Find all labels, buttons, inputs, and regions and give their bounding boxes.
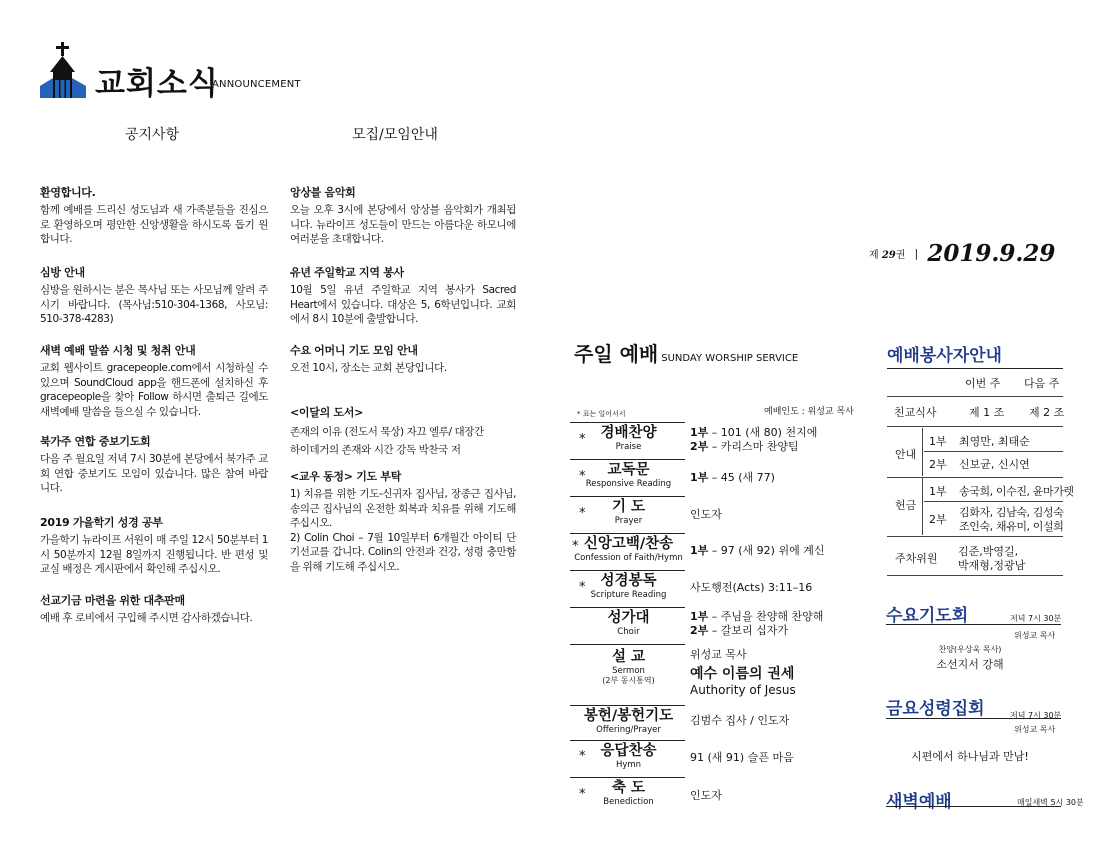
worship-item-name: 경배찬양 Praise	[600, 425, 657, 452]
table-divider	[924, 451, 1063, 452]
recruit-item	[290, 404, 516, 459]
standing-mark: *	[579, 469, 586, 484]
issue-date: 2019.9.29	[927, 240, 1056, 267]
worship-item-detail: 1부 – 101 (새 80) 천지에 2부 – 카리스마 찬양팀	[690, 426, 818, 453]
usher-names: 최영만, 최태순	[959, 435, 1030, 448]
row-divider	[570, 740, 685, 741]
worship-item-detail: 1부 – 주님을 찬양해 찬양해 2부 – 갈보리 십자가	[690, 610, 824, 637]
worship-item-name: 기 도 Prayer	[611, 499, 646, 526]
worship-item	[570, 533, 860, 571]
issue-line	[869, 240, 1055, 267]
worship-item	[570, 644, 860, 706]
wednesday-title: 수요기도회	[886, 606, 969, 626]
church-logo-icon	[40, 42, 86, 98]
standing-note: * 표는 일어서서	[577, 410, 626, 418]
wednesday-praise: 찬양(우상욱 목사)	[938, 645, 1002, 654]
notice-item	[40, 514, 268, 577]
worship-item-detail: 인도자	[690, 789, 722, 802]
wednesday-time: 저녁 7시 30분	[1010, 614, 1062, 623]
worship-item	[570, 607, 860, 645]
greeting-label: 친교식사	[894, 406, 937, 419]
notice-title: 선교기금 마련을 위한 대추판매	[40, 594, 185, 607]
issue-volume: 제 29권	[869, 250, 906, 261]
table-divider	[922, 428, 923, 476]
parking-names: 김준,박영길,	[958, 545, 1019, 558]
offering-part: 1부	[929, 485, 947, 498]
recruit-title: <이달의 도서>	[290, 406, 363, 419]
worship-item-name: 축 도 Benediction	[603, 780, 654, 807]
worship-item	[570, 705, 860, 741]
row-divider	[570, 422, 685, 423]
offering-label: 헌금	[895, 499, 917, 512]
row-divider	[570, 607, 685, 608]
recruit-body: 1) 치유를 위한 기도-신귀자 집사님, 장종근 집사님, 송의근 집사님의 온전한 회복과 치유를 위해 기도해 주십시오. 2) Colin Choi – 7월 10일부터 6개월간 아이티 단기선교를 갑니다. Colin의 안전과 건강, 성령 충만함을 위해 기도해 주십시오.	[290, 488, 516, 573]
worship-item	[570, 740, 860, 778]
row-divider	[570, 459, 685, 460]
notice-body: 다음 주 월요일 저녁 7시 30분에 본당에서 북가주 교회 연합 중보기도 모임이 있습니다. 많은 참여 바랍니다.	[40, 453, 268, 494]
offering-names: 송국희, 이수진, 윤마가렛	[959, 485, 1074, 498]
worship-item	[570, 422, 860, 460]
worship-item-detail: 91 (새 91) 슬픈 마음	[690, 751, 794, 764]
worship-item-name: 신앙고백/찬송 Confession of Faith/Hymn	[574, 536, 683, 563]
worship-item-detail: 1부 – 97 (새 92) 위에 계신	[690, 544, 825, 557]
usher-part: 1부	[929, 435, 947, 448]
worship-item-name: 교독문 Responsive Reading	[585, 462, 672, 489]
worship-item	[570, 570, 860, 608]
usher-names: 신보균, 신시연	[959, 458, 1030, 471]
col-next-week: 다음 주	[1024, 377, 1060, 390]
recruit-body: 오전 10시, 장소는 교회 본당입니다.	[290, 362, 447, 374]
offering-part: 2부	[929, 513, 947, 526]
table-divider	[887, 536, 1063, 537]
offering-names: 김화자, 김남숙, 김성숙	[959, 506, 1064, 519]
recruit-item	[290, 184, 516, 247]
table-divider	[922, 478, 923, 535]
friday-title: 금요성령집회	[886, 699, 985, 719]
standing-mark: *	[579, 749, 586, 764]
row-divider	[570, 644, 685, 645]
sermon-title: 예수 이름의 권세	[690, 666, 795, 682]
recruit-title: <교우 동정> 기도 부탁	[290, 470, 402, 483]
worship-item-name: 응답찬송 Hymn	[600, 743, 657, 770]
notice-title: 북가주 연합 중보기도회	[40, 435, 151, 448]
recruit-heading: 모집/모임안내	[352, 127, 438, 143]
worship-title	[574, 338, 798, 367]
row-divider	[570, 496, 685, 497]
worship-item-detail: 인도자	[690, 508, 722, 521]
worship-title-en: SUNDAY WORSHIP SERVICE	[661, 353, 799, 364]
row-divider	[570, 705, 685, 706]
friday-leader: 위성교 목사	[1014, 725, 1056, 734]
standing-mark: *	[579, 432, 586, 447]
recruit-title: 수요 어머니 기도 모임 안내	[290, 344, 418, 357]
greeting-next: 제 2 조	[1029, 406, 1065, 419]
wednesday-leader: 위성교 목사	[1014, 631, 1056, 640]
table-divider	[924, 501, 1063, 502]
notice-item	[40, 433, 268, 496]
recruit-body: 오늘 오후 3시에 본당에서 앙상블 음악회가 개최됩니다. 뉴라이프 성도들이 만드는 아름다운 하모니에 여러분을 초대합니다.	[290, 204, 516, 245]
recruit-title: 앙상블 음악회	[290, 186, 356, 199]
notice-item	[40, 342, 268, 419]
offering-names: 조인숙, 채유미, 이설희	[959, 520, 1064, 533]
recruit-body: 10월 5일 유년 주일학교 지역 봉사가 Sacred Heart에서 있습니다. 대상은 5, 6학년입니다. 교회에서 8시 10분에 출발합니다.	[290, 284, 516, 325]
dawn-time: 매일새벽 5시 30분	[1017, 798, 1084, 807]
worship-item-name: 설 교 Sermon (2부 동시통역)	[602, 649, 655, 685]
recruit-title: 유년 주일학교 지역 봉사	[290, 266, 404, 279]
worship-item-detail: 김범수 집사 / 인도자	[690, 714, 790, 727]
recruit-body: 존재의 이유 (전도서 묵상) 자끄 엘루/ 대장간 하이데거의 존재와 시간 강독 박찬국 저	[290, 426, 484, 456]
notice-item	[40, 184, 268, 247]
notice-title: 환영합니다.	[40, 186, 96, 199]
parking-names: 박재형,정광남	[958, 559, 1026, 572]
recruit-item	[290, 468, 516, 574]
notice-item	[40, 264, 268, 327]
notice-title: 2019 가을학기 성경 공부	[40, 516, 163, 529]
wednesday-topic: 소선지서 강해	[936, 658, 1004, 671]
sermon-title-en: Authority of Jesus	[690, 683, 796, 697]
worship-title-ko: 주일 예배	[574, 342, 659, 366]
worship-item	[570, 459, 860, 497]
usher-part: 2부	[929, 458, 947, 471]
notice-body: 함께 예배를 드리신 성도님과 새 가족분들을 진심으로 환영하오며 평안한 신앙생활을 하시도록 돕기 원합니다.	[40, 204, 268, 245]
dawn-title: 새벽예배	[886, 792, 952, 812]
parking-label: 주차위원	[895, 552, 938, 565]
row-divider	[570, 533, 685, 534]
wednesday-rule	[886, 624, 1061, 625]
issue-separator: |	[914, 247, 919, 260]
recruit-item	[290, 342, 516, 376]
notice-body: 예배 후 로비에서 구입해 주시면 감사하겠습니다.	[40, 612, 253, 624]
friday-time: 저녁 7시 30분	[1010, 711, 1062, 720]
notice-title: 새벽 예배 말씀 시청 및 청취 안내	[40, 344, 196, 357]
greeting-this: 제 1 조	[969, 406, 1005, 419]
notice-body: 교회 웹사이트 gracepeople.com에서 시청하실 수 있으며 SoundCloud app을 핸드폰에 설치하신 후 gracepeople을 찾아 Follow 하시면 출퇴근 길에도 새벽예배 말씀을 들으실 수 있습니다.	[40, 362, 268, 418]
table-divider	[887, 477, 1063, 478]
row-divider	[570, 777, 685, 778]
presider: 예배인도 : 위성교 목사	[764, 407, 854, 417]
worship-item-name: 성경봉독 Scripture Reading	[590, 573, 667, 600]
worship-item-detail: 사도행전(Acts) 3:11–16	[690, 581, 813, 594]
col-this-week: 이번 주	[965, 377, 1001, 390]
worship-item-name: 성가대 Choir	[607, 610, 650, 637]
notice-title: 심방 안내	[40, 266, 85, 279]
worship-item-name: 봉헌/봉헌기도 Offering/Prayer	[583, 708, 674, 735]
servants-rule	[887, 368, 1063, 369]
usher-label: 안내	[895, 448, 917, 461]
page-subtitle: ANNOUNCEMENT	[212, 79, 301, 90]
standing-mark: *	[579, 506, 586, 521]
worship-item-detail: 1부 – 45 (새 77)	[690, 471, 775, 484]
table-divider	[887, 426, 1063, 427]
notice-body: 심방을 원하시는 분은 목사님 또는 사모님께 알려 주시기 바랍니다. (목사님:510-304-1368, 사모님: 510-378-4283)	[40, 284, 268, 325]
notices-heading: 공지사항	[125, 127, 180, 143]
worship-item	[570, 777, 860, 815]
standing-mark: *	[572, 539, 579, 554]
servants-title: 예배봉사자안내	[887, 346, 1002, 366]
recruit-item	[290, 264, 516, 327]
sermon-detail	[690, 648, 796, 698]
page-title: 교회소식	[95, 66, 219, 102]
row-divider	[570, 570, 685, 571]
table-divider	[887, 575, 1063, 576]
friday-topic: 시편에서 하나님과 만남!	[911, 750, 1029, 763]
notice-body: 가을학기 뉴라이프 서원이 매 주일 12시 50분부터 1시 50분까지 12월 8일까지 진행됩니다. 반 편성 및 교실 배정은 게시판에서 확인해 주십시오.	[40, 534, 268, 575]
preacher: 위성교 목사	[690, 648, 747, 661]
worship-item	[570, 496, 860, 534]
standing-mark: *	[579, 787, 586, 802]
table-divider	[887, 396, 1063, 397]
notice-item	[40, 592, 280, 626]
standing-mark: *	[579, 580, 586, 595]
